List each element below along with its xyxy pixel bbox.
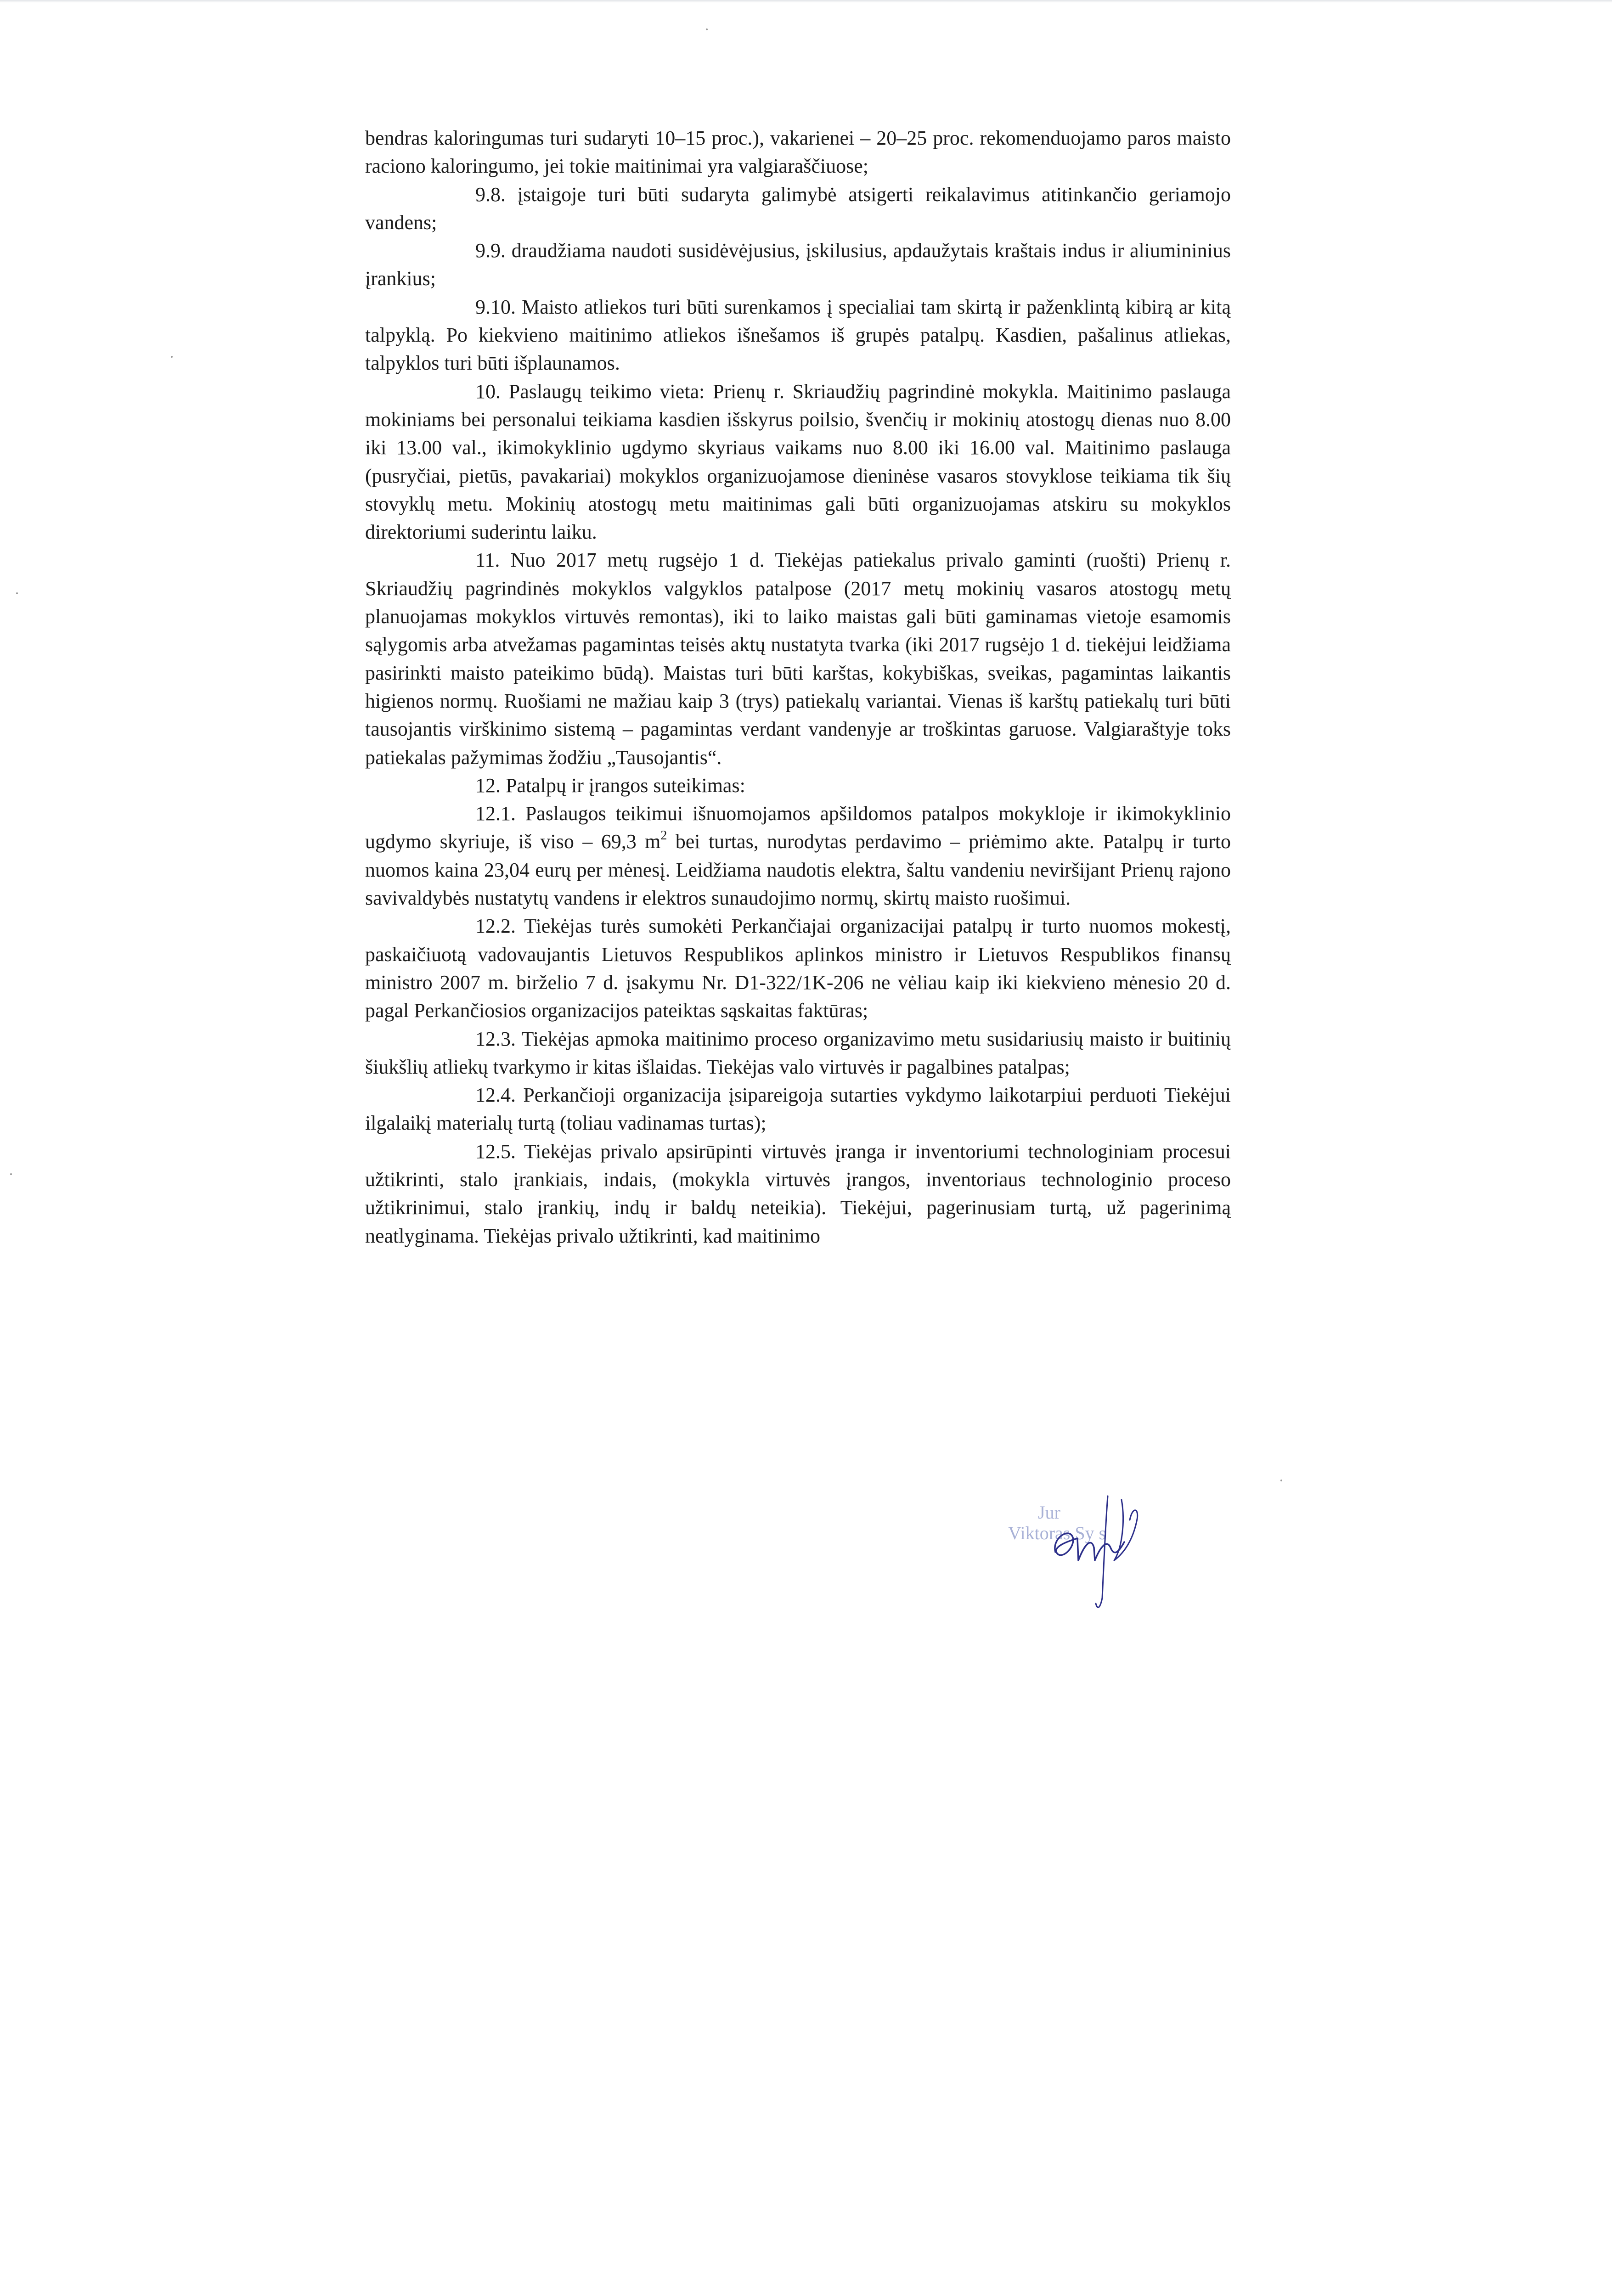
paragraph-12-1 [365,799,1231,912]
paragraph-9-8: 9.8. įstaigoje turi būti sudaryta galimybė atsigerti reikalavimus atitinkančio geriamojo vandens; [365,183,1231,234]
paragraph-12-5: 12.5. Tiekėjas privalo apsirūpinti virtuvės įranga ir inventoriumi technologiniam procesui užtikrinti, stalo įrankiais, indais, (mokykla virtuvės įrangos, inventoriaus technologinio proceso užtikrinimui, stalo įrankių, indų ir baldų neteikia). Tiekėjui, pagerinusiam turtą, už pagerinimą neatlyginama. Tiekėjas privalo užtikrinti, kad maitinimo [365,1140,1231,1247]
paragraph-9-10: 9.10. Maisto atliekos turi būti surenkamos į specialiai tam skirtą ir paženklintą kibirą ar kitą talpyklą. Po kiekvieno maitinimo atliekos išnešamos iš grupės patalpų. Kasdien, pašalinus atliekas, talpyklos turi būti išplaunamos. [365,295,1231,375]
scan-edge [0,0,1612,3]
paragraph-12: 12. Patalpų ir įrangos suteikimas: [475,774,745,797]
scan-speck [1280,1480,1282,1481]
scan-speck [16,592,18,594]
paragraph-12-4: 12.4. Perkančioji organizacija įsipareigoja sutarties vykdymo laikotarpiui perduoti Tiekėjui ilgalaikį materialų turtą (toliau vadinamas turtas); [365,1084,1231,1135]
stamp-name-line-1: Jur [1038,1502,1060,1523]
paragraph-12-2: 12.2. Tiekėjas turės sumokėti Perkančiajai organizacijai patalpų ir turto nuomos mokestį, paskaičiuotą vadovaujantis Lietuvos Respublikos aplinkos ministro ir Lietuvos Respublikos finansų ministro 2007 m. birželio 7 d. įsakymu Nr. D1-322/1K-206 ne vėliau kaip iki kiekvieno mėnesio 20 d. pagal Perkančiosios organizacijos pateiktas sąskaitas faktūras; [365,915,1231,1022]
paragraph-9-9: 9.9. draudžiama naudoti susidėvėjusius, įskilusius, apdaužytais kraštais indus ir aliumininius įrankius; [365,239,1231,290]
superscript-square: 2 [660,828,667,843]
document-body [365,124,1231,1250]
signature-block [987,1483,1203,1621]
paragraph-12-3: 12.3. Tiekėjas apmoka maitinimo proceso organizavimo metu susidariusių maisto ir buitinių šiukšlių atliekų tvarkymo ir kitas išlaidas. Tiekėjas valo virtuvės ir pagalbines patalpas; [365,1027,1231,1078]
paragraph-10: 10. Paslaugų teikimo vieta: Prienų r. Skriaudžių pagrindinė mokykla. Maitinimo paslauga mokiniams bei personalui teikiama kasdien išskyrus poilsio, švenčių ir mokinių atostogų dienas nuo 8.00 iki 13.00 val., ikimokyklinio ugdymo skyriaus vaikams nuo 8.00 iki 16.00 val. Maitinimo paslauga (pusryčiai, pietūs, pavakariai) mokyklos organizuojamose dieninėse vasaros stovyklose teikiama tik šių stovyklų metu. Mokinių atostogų metu maitinimas gali būti organizuojamas atskiru su mokyklos direktoriumi suderintu laiku. [365,380,1231,544]
handwritten-signature [987,1483,1203,1621]
paragraph-calorie-continuation: bendras kaloringumas turi sudaryti 10–15 proc.), vakarienei – 20–25 proc. rekomenduojamo paros maisto raciono kaloringumo, jei tokie maitinimai yra valgiaraščiuose; [365,127,1231,178]
scan-speck [706,28,708,30]
scan-speck [171,356,173,358]
paragraph-12-1-text-before: 12.1. Paslaugos teikimui išnuomojamos apšildomos patalpos mokykloje ir ikimokyklinio ugdymo skyriuje, iš viso – 69,3 m [365,802,1231,853]
paragraph-11: 11. Nuo 2017 metų rugsėjo 1 d. Tiekėjas patiekalus privalo gaminti (ruošti) Prienų r. Skriaudžių pagrindinės mokyklos valgyklos patalpose (2017 metų mokinių vasaros atostogų metų planuojamas mokyklos virtuvės remontas), iki to laiko maistas gali būti gaminamas vietoje esamomis sąlygomis arba atvežamas pagamintas teisės aktų nustatyta tvarka (iki 2017 rugsėjo 1 d. tiekėjui leidžiama pasirinkti maisto pateikimo būdą). Maistas turi būti karštas, kokybiškas, sveikas, pagamintas laikantis higienos normų. Ruošiami ne mažiau kaip 3 (trys) patiekalų variantai. Vienas iš karštų patiekalų turi būti tausojantis virškinimo sistemą – pagamintas verdant vandenyje ar troškintas garuose. Valgiaraštyje toks patiekalas pažymimas žodžiu „Tausojantis“. [365,549,1231,769]
stamp-name-line-2: Viktoras Sy s [1008,1523,1106,1543]
scan-speck [10,1173,12,1175]
paragraph-12-1-text-after: bei turtas, nurodytas perdavimo – priėmimo akte. Patalpų ir turto nuomos kaina 23,04 eurų per mėnesį. Leidžiama naudotis elektra, šaltu vandeniu neviršijant Prienų rajono savivaldybės nustatytų vandens ir elektros sunaudojimo normų, skirtų maisto ruošimui. [365,830,1231,910]
